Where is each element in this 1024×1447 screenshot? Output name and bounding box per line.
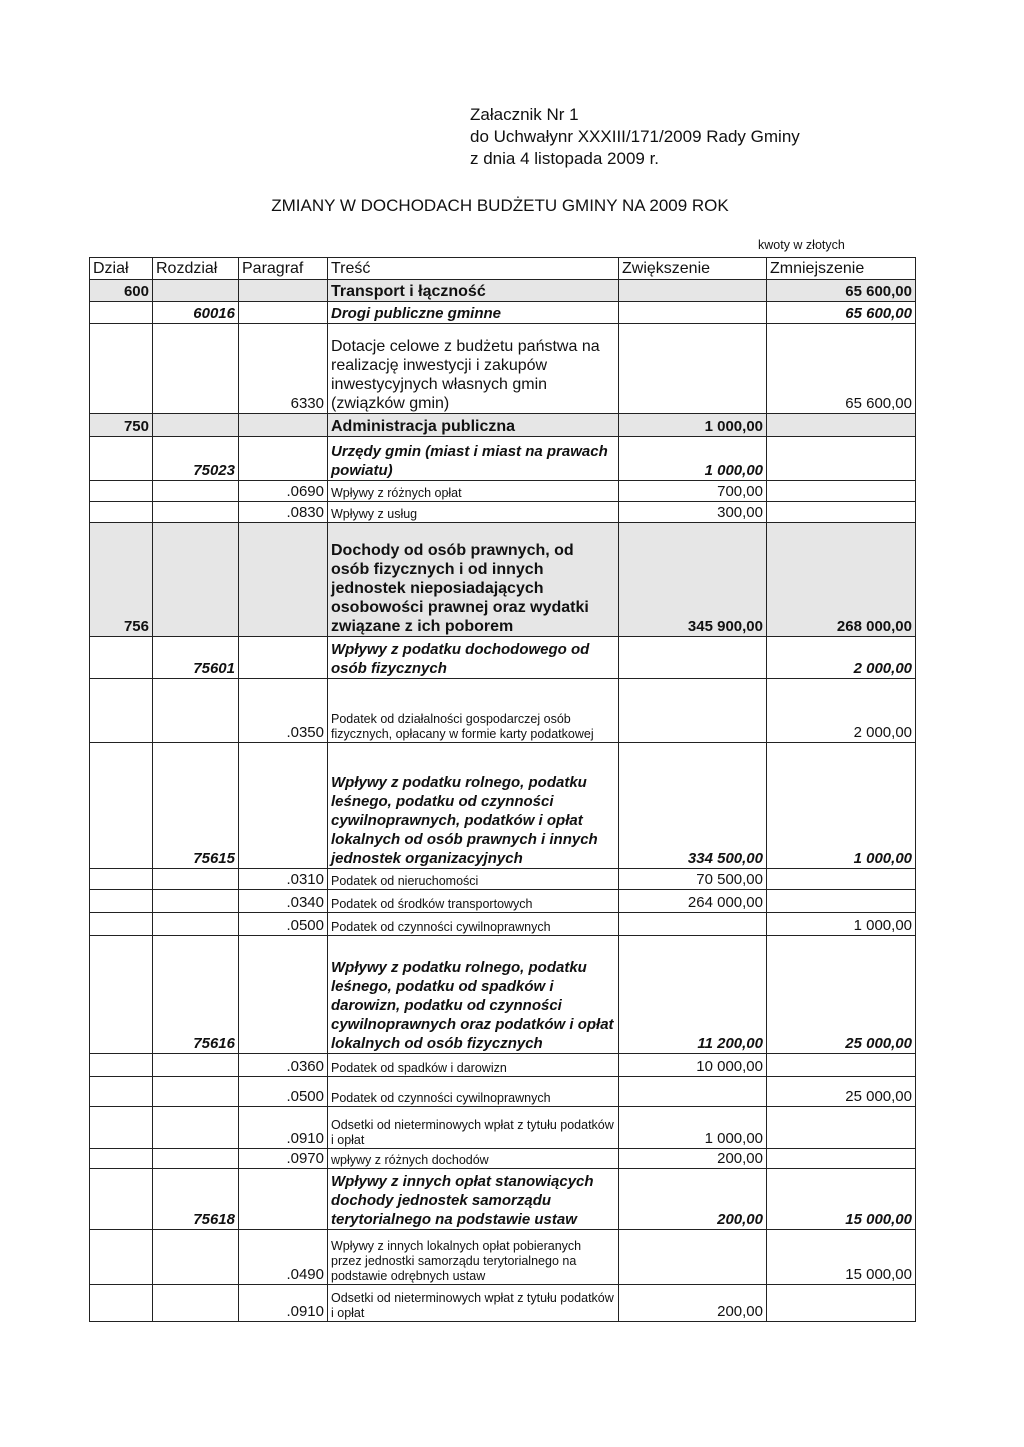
dzial-cell: [90, 936, 153, 1054]
zmniejszenie-cell: [767, 1107, 916, 1149]
table-row: [90, 302, 916, 324]
rozdzial-cell: 75615: [153, 743, 239, 869]
rozdzial-cell: [153, 1054, 239, 1077]
zwiekszenie-cell: 264 000,00: [619, 890, 767, 913]
dzial-cell: [90, 1149, 153, 1169]
zmniejszenie-cell: 2 000,00: [767, 637, 916, 679]
zmniejszenie-cell: 268 000,00: [767, 523, 916, 637]
tresc-cell: Transport i łączność: [328, 280, 619, 302]
table-row: [90, 280, 916, 302]
rozdzial-cell: 75618: [153, 1169, 239, 1230]
header-zwiekszenie: Zwiększenie: [619, 258, 767, 280]
zmniejszenie-cell: [767, 437, 916, 481]
paragraf-cell: .0490: [239, 1230, 328, 1285]
dzial-cell: [90, 1285, 153, 1322]
zmniejszenie-cell: 65 600,00: [767, 280, 916, 302]
rozdzial-cell: 75023: [153, 437, 239, 481]
paragraf-cell: [239, 523, 328, 637]
table-header-row: [90, 258, 916, 280]
dzial-cell: [90, 890, 153, 913]
zwiekszenie-cell: 1 000,00: [619, 437, 767, 481]
dzial-cell: [90, 1077, 153, 1107]
tresc-cell: Podatek od środków transportowych: [328, 890, 619, 913]
zwiekszenie-cell: 300,00: [619, 502, 767, 523]
paragraf-cell: 6330: [239, 324, 328, 414]
paragraf-cell: .0360: [239, 1054, 328, 1077]
table-row: [90, 1285, 916, 1322]
tresc-cell: Wpływy z podatku rolnego, podatku leśnego, podatku od czynności cywilnoprawnych, podatków i opłat lokalnych od osób prawnych i innych jednostek organizacyjnych: [328, 743, 619, 869]
rozdzial-cell: [153, 890, 239, 913]
zwiekszenie-cell: [619, 1230, 767, 1285]
tresc-cell: Wpływy z innych lokalnych opłat pobieranych przez jednostki samorządu terytorialnego na podstawie odrębnych ustaw: [328, 1230, 619, 1285]
dzial-cell: [90, 1169, 153, 1230]
rozdzial-cell: [153, 1285, 239, 1322]
table-row: [90, 637, 916, 679]
table-row: [90, 414, 916, 437]
tresc-cell: Podatek od nieruchomości: [328, 869, 619, 890]
table-row: [90, 679, 916, 743]
paragraf-cell: .0500: [239, 913, 328, 936]
dzial-cell: [90, 502, 153, 523]
dzial-cell: [90, 481, 153, 502]
dzial-cell: [90, 1054, 153, 1077]
dzial-cell: [90, 324, 153, 414]
table-row: [90, 1054, 916, 1077]
rozdzial-cell: [153, 502, 239, 523]
zmniejszenie-cell: [767, 890, 916, 913]
paragraf-cell: [239, 743, 328, 869]
table-row: [90, 1230, 916, 1285]
tresc-cell: Odsetki od nieterminowych wpłat z tytułu podatków i opłat: [328, 1107, 619, 1149]
tresc-cell: Podatek od czynności cywilnoprawnych: [328, 1077, 619, 1107]
paragraf-cell: [239, 437, 328, 481]
header-paragraf: Paragraf: [239, 258, 328, 280]
paragraf-cell: .0910: [239, 1107, 328, 1149]
tresc-cell: Wpływy z podatku rolnego, podatku leśnego, podatku od spadków i darowizn, podatku od czynności cywilnoprawnych oraz podatków i opłat lokalnych od osób fizycznych: [328, 936, 619, 1054]
tresc-cell: Urzędy gmin (miast i miast na prawach powiatu): [328, 437, 619, 481]
zwiekszenie-cell: 200,00: [619, 1149, 767, 1169]
zwiekszenie-cell: 1 000,00: [619, 1107, 767, 1149]
dzial-cell: [90, 913, 153, 936]
rozdzial-cell: [153, 324, 239, 414]
zmniejszenie-cell: 15 000,00: [767, 1230, 916, 1285]
dzial-cell: [90, 302, 153, 324]
zwiekszenie-cell: 11 200,00: [619, 936, 767, 1054]
zwiekszenie-cell: 200,00: [619, 1285, 767, 1322]
tresc-cell: Dochody od osób prawnych, od osób fizycznych i od innych jednostek nieposiadających osobowości prawnej oraz wydatki związane z ich poborem: [328, 523, 619, 637]
rozdzial-cell: [153, 1107, 239, 1149]
resolution-date: z dnia 4 listopada 2009 r.: [470, 149, 660, 168]
table-row: [90, 1149, 916, 1169]
rozdzial-cell: [153, 481, 239, 502]
paragraf-cell: .0340: [239, 890, 328, 913]
zmniejszenie-cell: [767, 1054, 916, 1077]
paragraf-cell: .0830: [239, 502, 328, 523]
tresc-cell: Administracja publiczna: [328, 414, 619, 437]
table-row: [90, 437, 916, 481]
units-note: kwoty w złotych: [758, 238, 845, 252]
zwiekszenie-cell: 700,00: [619, 481, 767, 502]
zmniejszenie-cell: [767, 1285, 916, 1322]
zwiekszenie-cell: 1 000,00: [619, 414, 767, 437]
paragraf-cell: [239, 936, 328, 1054]
paragraf-cell: [239, 414, 328, 437]
table-row: [90, 523, 916, 637]
table-row: [90, 743, 916, 869]
table-row: [90, 936, 916, 1054]
tresc-cell: Drogi publiczne gminne: [328, 302, 619, 324]
zwiekszenie-cell: [619, 1077, 767, 1107]
table-row: [90, 913, 916, 936]
dzial-cell: [90, 637, 153, 679]
rozdzial-cell: [153, 280, 239, 302]
zmniejszenie-cell: [767, 414, 916, 437]
table-row: [90, 481, 916, 502]
zmniejszenie-cell: [767, 869, 916, 890]
zmniejszenie-cell: [767, 502, 916, 523]
zmniejszenie-cell: 25 000,00: [767, 1077, 916, 1107]
zmniejszenie-cell: [767, 1149, 916, 1169]
dzial-cell: [90, 437, 153, 481]
table-row: [90, 502, 916, 523]
table-row: [90, 1077, 916, 1107]
header-zmniejszenie: Zmniejszenie: [767, 258, 916, 280]
rozdzial-cell: 75601: [153, 637, 239, 679]
tresc-cell: Wpływy z usług: [328, 502, 619, 523]
budget-table: [89, 257, 916, 1322]
paragraf-cell: .0350: [239, 679, 328, 743]
resolution-reference: do Uchwałynr XXXIII/171/2009 Rady Gminy: [470, 127, 800, 146]
zwiekszenie-cell: [619, 679, 767, 743]
rozdzial-cell: [153, 679, 239, 743]
zwiekszenie-cell: 70 500,00: [619, 869, 767, 890]
table-row: [90, 1107, 916, 1149]
tresc-cell: Podatek od działalności gospodarczej osób fizycznych, opłacany w formie karty podatkowej: [328, 679, 619, 743]
rozdzial-cell: 60016: [153, 302, 239, 324]
attachment-header: [470, 104, 800, 170]
zmniejszenie-cell: 25 000,00: [767, 936, 916, 1054]
zwiekszenie-cell: [619, 913, 767, 936]
paragraf-cell: [239, 302, 328, 324]
zmniejszenie-cell: 65 600,00: [767, 302, 916, 324]
header-dzial: Dział: [90, 258, 153, 280]
tresc-cell: Podatek od czynności cywilnoprawnych: [328, 913, 619, 936]
zwiekszenie-cell: 334 500,00: [619, 743, 767, 869]
tresc-cell: Podatek od spadków i darowizn: [328, 1054, 619, 1077]
zmniejszenie-cell: 15 000,00: [767, 1169, 916, 1230]
header-tresc: Treść: [328, 258, 619, 280]
rozdzial-cell: [153, 1149, 239, 1169]
tresc-cell: Dotacje celowe z budżetu państwa na realizację inwestycji i zakupów inwestycyjnych własnych gmin (związków gmin): [328, 324, 619, 414]
dzial-cell: 756: [90, 523, 153, 637]
paragraf-cell: .0690: [239, 481, 328, 502]
header-rozdzial: Rozdział: [153, 258, 239, 280]
zwiekszenie-cell: [619, 324, 767, 414]
rozdzial-cell: 75616: [153, 936, 239, 1054]
paragraf-cell: .0970: [239, 1149, 328, 1169]
zwiekszenie-cell: 345 900,00: [619, 523, 767, 637]
dzial-cell: 600: [90, 280, 153, 302]
document-title: ZMIANY W DOCHODACH BUDŻETU GMINY NA 2009 ROK: [271, 196, 729, 215]
rozdzial-cell: [153, 869, 239, 890]
zwiekszenie-cell: [619, 637, 767, 679]
attachment-number: Załacznik Nr 1: [470, 105, 579, 124]
table-row: [90, 1169, 916, 1230]
dzial-cell: [90, 1230, 153, 1285]
paragraf-cell: [239, 637, 328, 679]
tresc-cell: Odsetki od nieterminowych wpłat z tytułu podatków i opłat: [328, 1285, 619, 1322]
table-row: [90, 869, 916, 890]
table-row: [90, 890, 916, 913]
dzial-cell: [90, 1107, 153, 1149]
zmniejszenie-cell: [767, 481, 916, 502]
tresc-cell: Wpływy z różnych opłat: [328, 481, 619, 502]
rozdzial-cell: [153, 1077, 239, 1107]
dzial-cell: [90, 679, 153, 743]
zmniejszenie-cell: 1 000,00: [767, 743, 916, 869]
rozdzial-cell: [153, 913, 239, 936]
zwiekszenie-cell: 200,00: [619, 1169, 767, 1230]
rozdzial-cell: [153, 523, 239, 637]
table-row: [90, 324, 916, 414]
tresc-cell: Wpływy z podatku dochodowego od osób fizycznych: [328, 637, 619, 679]
zmniejszenie-cell: 65 600,00: [767, 324, 916, 414]
paragraf-cell: .0500: [239, 1077, 328, 1107]
paragraf-cell: [239, 1169, 328, 1230]
rozdzial-cell: [153, 1230, 239, 1285]
dzial-cell: 750: [90, 414, 153, 437]
zwiekszenie-cell: [619, 302, 767, 324]
paragraf-cell: .0310: [239, 869, 328, 890]
zwiekszenie-cell: [619, 280, 767, 302]
dzial-cell: [90, 869, 153, 890]
rozdzial-cell: [153, 414, 239, 437]
paragraf-cell: [239, 280, 328, 302]
tresc-cell: Wpływy z innych opłat stanowiących dochody jednostek samorządu terytorialnego na podstawie ustaw: [328, 1169, 619, 1230]
zmniejszenie-cell: 1 000,00: [767, 913, 916, 936]
dzial-cell: [90, 743, 153, 869]
zwiekszenie-cell: 10 000,00: [619, 1054, 767, 1077]
zmniejszenie-cell: 2 000,00: [767, 679, 916, 743]
paragraf-cell: .0910: [239, 1285, 328, 1322]
tresc-cell: wpływy z różnych dochodów: [328, 1149, 619, 1169]
